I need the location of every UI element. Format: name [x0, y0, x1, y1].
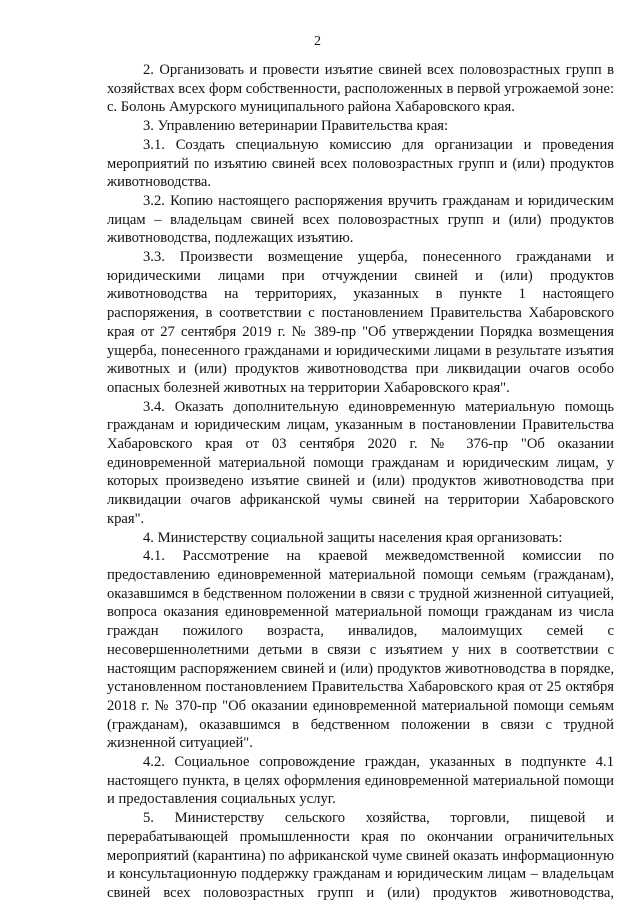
- paragraph-5: 5. Министерству сельского хозяйства, торговли, пищевой и перерабатывающей промышленности края по окончании ограничительных мероприятий (карантина) по африканской чуме свиней оказать информационную и консультационную поддержку гражданам и юридическим лицам – владельцам свиней всех половозрастных групп и (или) продуктов животноводства,: [107, 810, 614, 901]
- paragraph-2: 2. Организовать и провести изъятие свиней всех половозрастных групп в хозяйствах всех форм собственности, расположенных в первой угрожаемой зоне: с. Болонь Амурского муниципального района Хабаровского края.: [107, 62, 614, 116]
- paragraph-4-1: 4.1. Рассмотрение на краевой межведомственной комиссии по предоставлению единовременной материальной помощи семьям (гражданам), оказавшимся в бедственном положении в связи с трудной жизненной ситуацией, вопроса оказания единовременной материальной помощи гражданам из числа граждан пожилого возраста, инвалидов, малоимущих семей с несовершеннолетними детьми в связи с изъятием у них в соответствии с настоящим распоряжением свиней и (или) продуктов животноводства в порядке, установленном постановлением Правительства Хабаровского края от 25 октября 2018 г. № 370-пр "Об оказании единовременной материальной помощи семьям (гражданам), оказавшимся в бедственном положении в связи с трудной жизненной ситуацией".: [107, 548, 614, 752]
- paragraph-3: 3. Управлению ветеринарии Правительства края:: [143, 118, 449, 135]
- page-number: 2: [314, 34, 321, 49]
- paragraph-3-4: 3.4. Оказать дополнительную единовременную материальную помощь гражданам и юридическим лицам, указанным в постановлении Правительства Хабаровского края от 03 сентября 2020 г. № 376-пр "Об оказании единовременной материальной помощи гражданам и юридическим лицам, у которых произведено изъятие свиней и (или) продуктов животноводства при ликвидации очагов африканской чумы свиней на территории Хабаровского края".: [107, 398, 614, 527]
- paragraph-3-1: 3.1. Создать специальную комиссию для организации и проведения мероприятий по изъятию свиней всех половозрастных групп и (или) продуктов животноводства.: [107, 136, 614, 191]
- paragraph-3-3: 3.3. Произвести возмещение ущерба, понесенного гражданами и юридическими лицами при отчуждении свиней и (или) продуктов животноводства на территориях, указанных в пункте 1 настоящего распоряжения, в соответствии с постановлением Правительства Хабаровского края от 27 сентября 2019 г. № 389-пр "Об утверждении Порядка возмещения ущерба, понесенного гражданами и юридическими лицами в результате изъятия животных и (или) продуктов животноводства при ликвидации очагов особо опасных болезней животных на территории Хабаровского края".: [107, 249, 614, 396]
- paragraph-3-2: 3.2. Копию настоящего распоряжения вручить гражданам и юридическим лицам – владельцам свиней всех половозрастных групп и (или) продуктов животноводства, подлежащих изъятию.: [107, 192, 614, 247]
- paragraph-4: 4. Министерству социальной защиты населения края организовать:: [143, 529, 563, 546]
- paragraph-4-2: 4.2. Социальное сопровождение граждан, указанных в подпункте 4.1 настоящего пункта, в целях оформления единовременной материальной помощи и предоставления социальных услуг.: [107, 754, 614, 808]
- document-body: [107, 61, 614, 903]
